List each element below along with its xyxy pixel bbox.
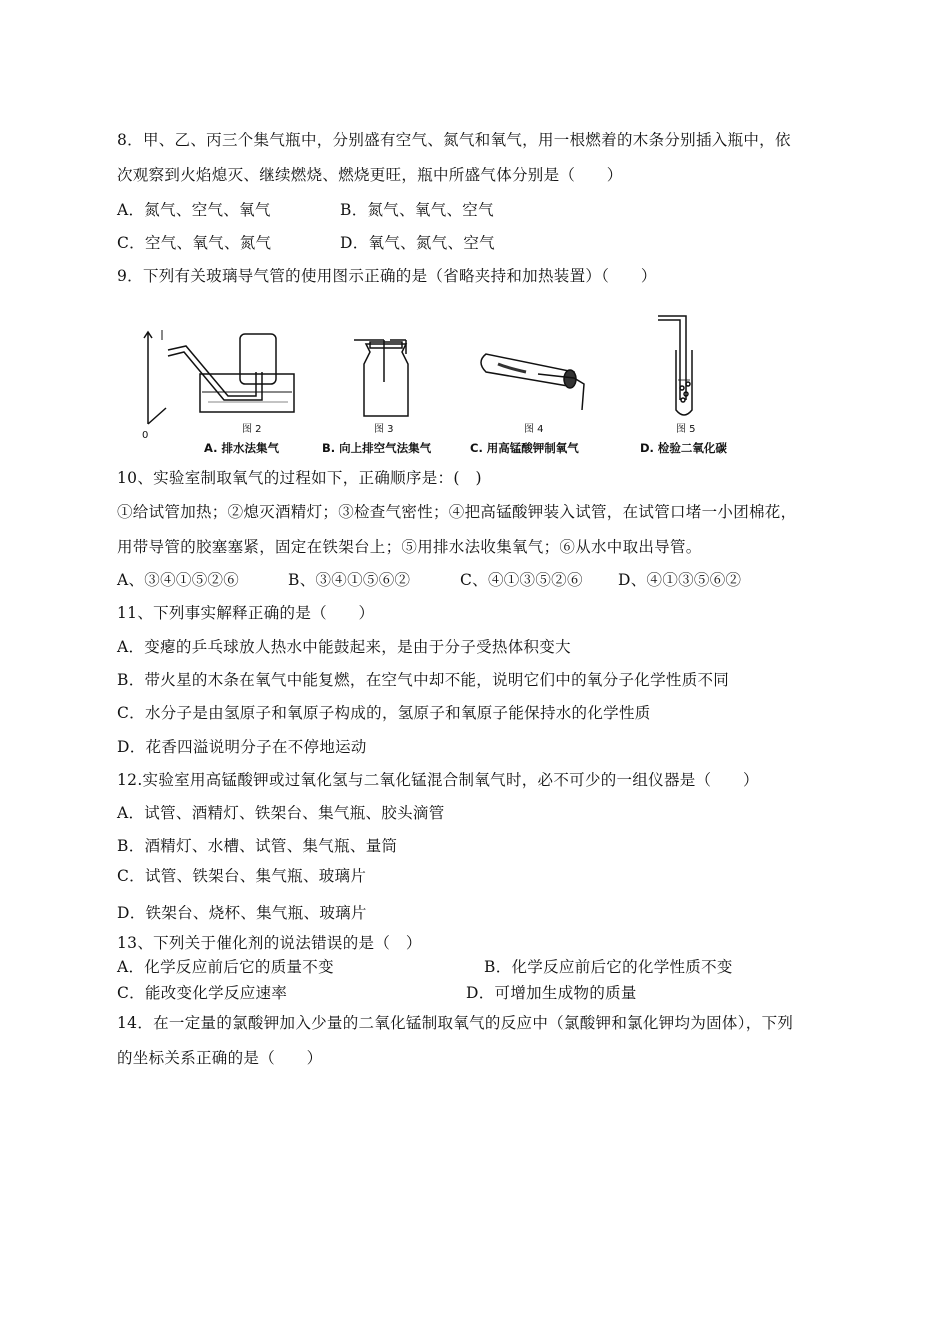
q12-option-a: A．试管、酒精灯、铁架台、集气瓶、胶头滴管 — [117, 804, 445, 822]
q12-option-c: C．试管、铁架台、集气瓶、玻璃片 — [117, 867, 367, 885]
q13-option-b: B．化学反应前后它的化学性质不变 — [484, 958, 733, 976]
delivery-tube-fig4 — [538, 374, 584, 410]
q12-option-d: D．铁架台、烧杯、集气瓶、玻璃片 — [117, 904, 367, 922]
q13-option-c: C．能改变化学反应速率 — [117, 984, 288, 1002]
q8-stem-line1: 8．甲、乙、丙三个集气瓶中，分别盛有空气、氮气和氧气，用一根燃着的木条分别插入瓶中，依 — [117, 131, 791, 149]
axis-diagonal-line — [148, 408, 166, 424]
q14-stem-line2: 的坐标关系正确的是（ ） — [117, 1049, 323, 1067]
q13-option-d: D．可增加生成物的质量 — [466, 984, 637, 1002]
wash-bottle — [364, 344, 408, 416]
q11-option-d: D．花香四溢说明分子在不停地运动 — [117, 738, 367, 756]
q10-option-c: C、④①③⑤②⑥ — [460, 571, 583, 589]
fig-caption-b: B. 向上排空气法集气 — [322, 441, 432, 455]
q14-stem-line1: 14．在一定量的氯酸钾加入少量的二氧化锰制取氧气的反应中（氯酸钾和氯化钾均为固体），下列 — [117, 1014, 794, 1032]
q10-option-d: D、④①③⑤⑥② — [618, 571, 742, 589]
q8-option-c: C．空气、氧气、氮气 — [117, 234, 272, 252]
q8-option-b: B．氮气、氧气、空气 — [340, 201, 494, 219]
q13-option-a: A．化学反应前后它的质量不变 — [117, 958, 334, 976]
reagent-powder — [498, 364, 526, 372]
fig-caption-d: D. 检验二氧化碳 — [640, 441, 727, 455]
q11-option-b: B．带火星的木条在氧气中能复燃，在空气中却不能，说明它们中的氧分子化学性质不同 — [117, 671, 730, 689]
q10-stem: 10、实验室制取氧气的过程如下，正确顺序是：( ) — [117, 469, 482, 487]
q9-stem: 9．下列有关玻璃导气管的使用图示正确的是（省略夹持和加热装置）（ ） — [117, 267, 657, 285]
axis-zero-label: 0 — [142, 430, 149, 441]
q10-steps-line2: 用带导管的胶塞塞紧，固定在铁架台上；⑤用排水法收集氧气；⑥从水中取出导管。 — [117, 538, 702, 556]
q10-option-b: B、③④①⑤⑥② — [288, 571, 411, 589]
tube-stopper-fig4 — [564, 370, 576, 388]
fig-caption-a: A. 排水法集气 — [204, 441, 279, 455]
q12-option-b: B．酒精灯、水槽、试管、集气瓶、量筒 — [117, 837, 398, 855]
apparatus-drawing — [138, 312, 758, 454]
q11-option-a: A．变瘪的乒乓球放人热水中能鼓起来，是由于分子受热体积变大 — [117, 638, 571, 656]
fig4-label: 图 4 — [524, 424, 544, 435]
bottle-stopper — [370, 342, 402, 348]
q11-option-c: C．水分子是由氢原子和氧原子构成的，氢原子和氧原子能保持水的化学性质 — [117, 704, 651, 722]
q8-option-a: A．氮气、空气、氧气 — [117, 201, 271, 219]
q13-stem: 13、下列关于催化剂的说法错误的是（ ） — [117, 934, 422, 952]
fig2-label: 图 2 — [242, 424, 262, 435]
q12-stem: 12.实验室用高锰酸钾或过氧化氢与二氧化锰混合制氧气时，必不可少的一组仪器是（ ） — [117, 771, 759, 789]
q8-option-d: D．氧气、氮气、空气 — [340, 234, 495, 252]
q11-stem: 11、下列事实解释正确的是（ ） — [117, 604, 375, 622]
gas-jar — [240, 334, 276, 384]
slanted-test-tube — [481, 354, 574, 386]
q9-apparatus-figure — [138, 312, 758, 454]
delivery-tube-fig2 — [168, 346, 256, 396]
q8-stem-line2: 次观察到火焰熄灭、继续燃烧、燃烧更旺，瓶中所盛气体分别是（ ） — [117, 166, 623, 184]
q10-option-a: A、③④①⑤②⑥ — [117, 571, 240, 589]
fig3-label: 图 3 — [374, 424, 394, 435]
fig-caption-c: C. 用高锰酸钾制氧气 — [470, 441, 579, 455]
q10-steps-line1: ①给试管加热；②熄灭酒精灯；③检查气密性；④把高锰酸钾装入试管，在试管口堵一小团棉花， — [117, 503, 797, 521]
fig5-label: 图 5 — [676, 424, 696, 435]
